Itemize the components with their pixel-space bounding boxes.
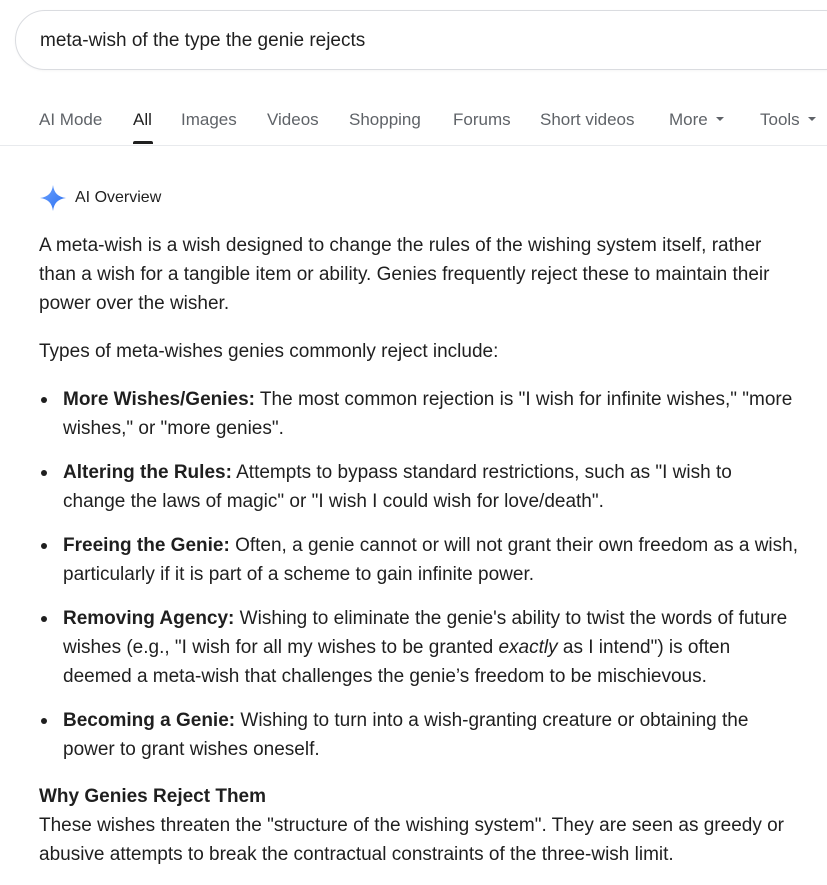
bullet [41,616,47,622]
list-item [39,531,799,589]
bullet [41,718,47,724]
tab-videos[interactable]: Videos [267,110,319,129]
section-text: These wishes threaten the "structure of the wishing system". They are seen as greedy or abusive attempts to break the contractual constraints of the three-wish limit. [39,815,785,865]
tab-more[interactable] [669,110,724,130]
sparkle-icon [39,184,67,212]
list-item-term: Freeing the Genie: [63,535,230,556]
tab-all[interactable]: All [133,110,152,129]
ai-overview-title: AI Overview [75,189,162,206]
chevron-down-icon [716,117,724,121]
bullet [41,543,47,549]
tab-short-videos[interactable]: Short videos [540,110,635,129]
tab-tools-label: Tools [760,110,800,129]
list-item-term: Removing Agency: [63,608,235,629]
bullet [41,470,47,476]
list-item-term: More Wishes/Genies: [63,389,255,410]
ai-overview-header [39,184,161,212]
list-item [39,604,799,691]
list-item-emphasis: exactly [498,637,558,658]
bullet [41,397,47,403]
tab-images[interactable]: Images [181,110,237,129]
section-heading: Why Genies Reject Them [39,786,267,807]
list-item-text: Often, a genie cannot or will not grant their own freedom as a wish, particularly if it is part of a scheme to gain infinite power. [63,535,799,585]
tab-tools[interactable] [760,110,816,130]
overview-intro: A meta-wish is a wish designed to change the rules of the wishing system itself, rather than a wish for a tangible item or ability. Genies frequently reject these to maintain their power over the wisher. [39,235,770,314]
list-item-term: Becoming a Genie: [63,710,236,731]
list-item-text: The most common rejection is "I wish for infinite wishes," "more wishes," or "more genies". [63,389,793,439]
types-intro: Types of meta-wishes genies commonly reject include: [39,341,499,362]
list-item-text: Wishing to turn into a wish-granting creature or obtaining the power to grant wishes oneself. [63,710,749,760]
tab-forums[interactable]: Forums [453,110,511,129]
tab-more-label: More [669,110,708,129]
search-input[interactable] [40,28,800,54]
list-item [39,458,799,516]
list-item-text: Attempts to bypass standard restrictions, such as "I wish to change the laws of magic" or "I wish I could wish for love/death". [63,462,732,512]
list-item [39,706,799,764]
ai-overview-content [39,231,799,869]
chevron-down-icon [808,117,816,121]
search-tabs [0,104,827,146]
search-box[interactable] [15,10,827,70]
tab-shopping[interactable]: Shopping [349,110,421,129]
list-item-term: Altering the Rules: [63,462,232,483]
tab-ai-mode[interactable]: AI Mode [39,110,103,129]
active-tab-indicator [133,141,153,144]
list-item-text: Wishing to eliminate the genie's ability to twist the words of future wishes (e.g., "I wish for all my wishes to be granted [63,608,788,658]
list-item [39,385,799,443]
list-item-text: as I intend") is often deemed a meta-wish that challenges the genie’s freedom to be mischievous. [63,637,731,687]
meta-wish-list [39,385,799,764]
